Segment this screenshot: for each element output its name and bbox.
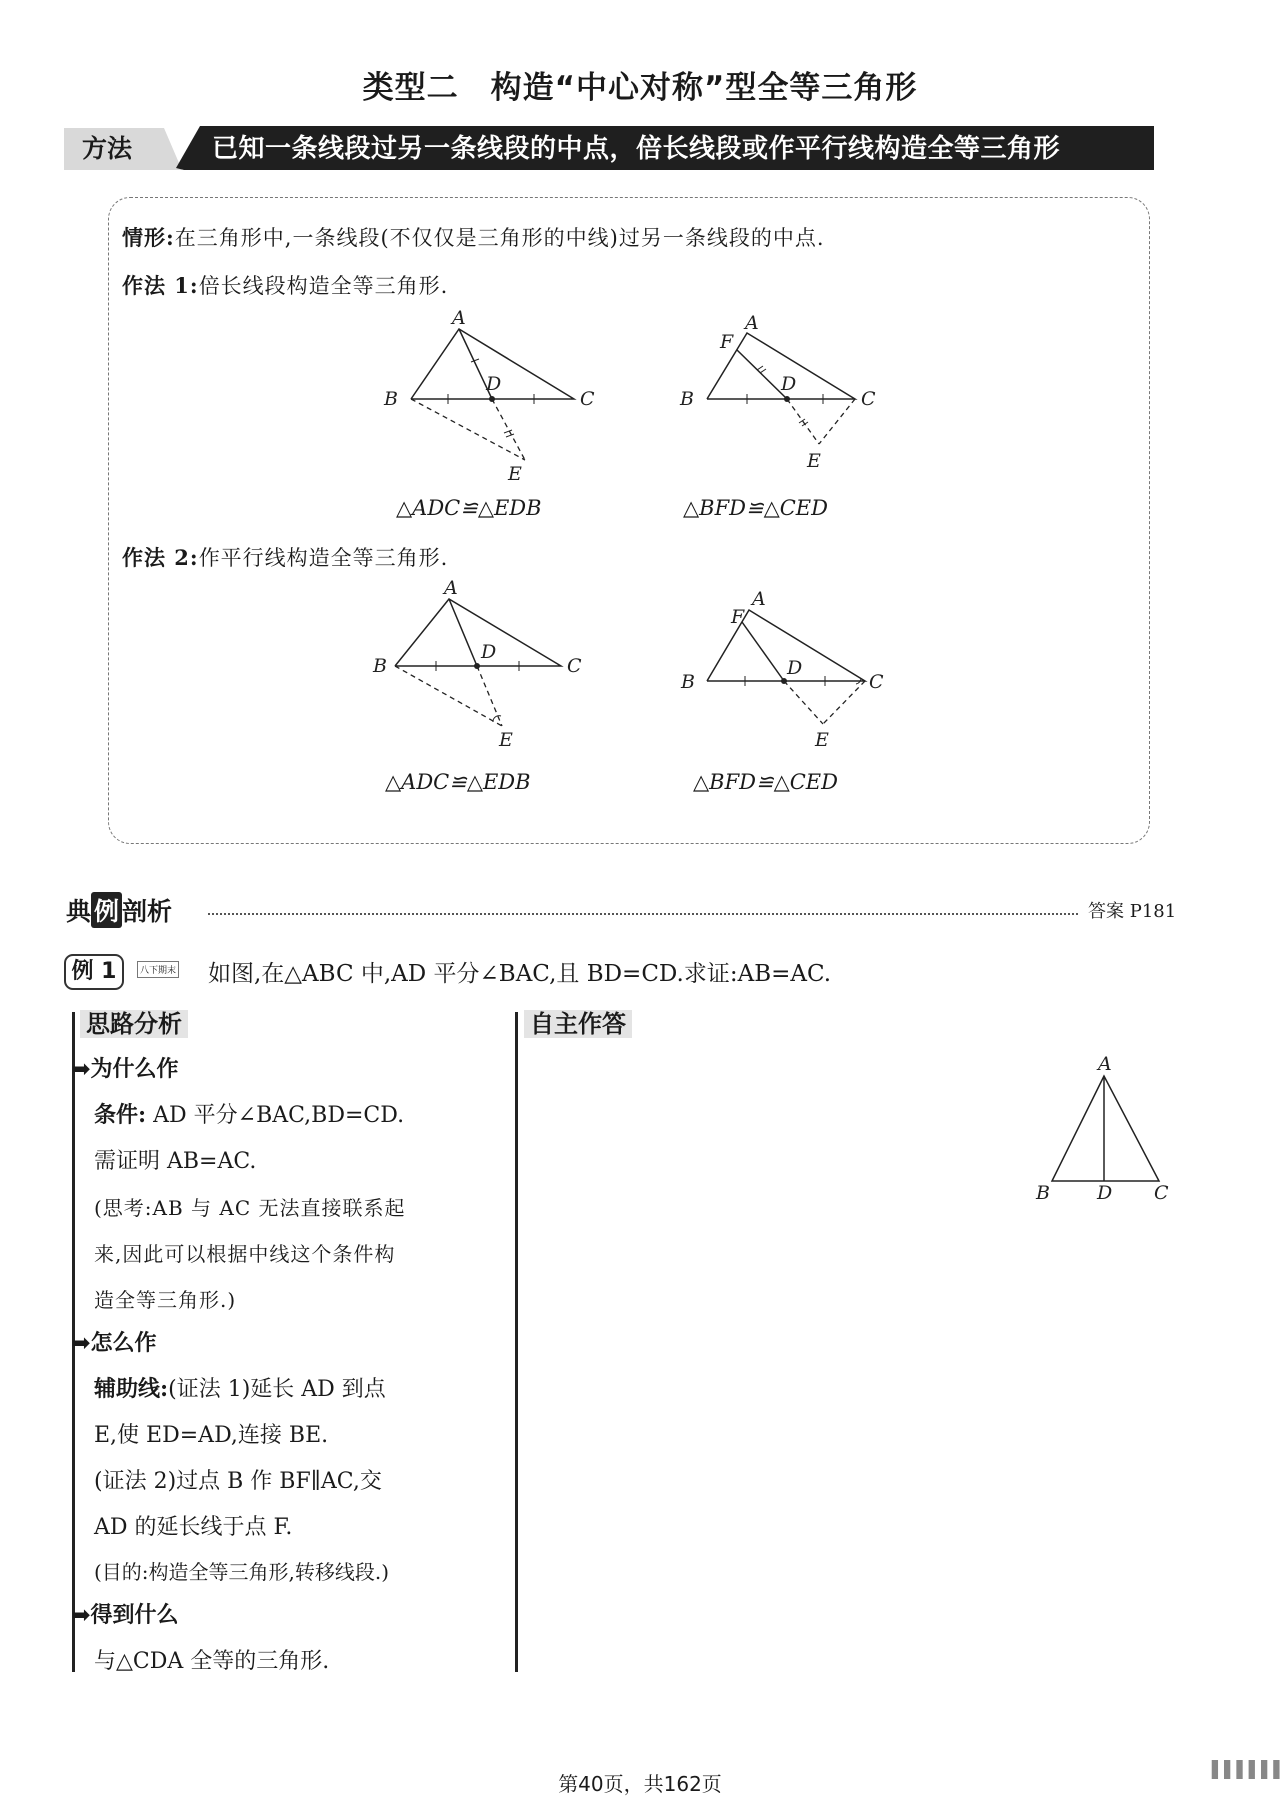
answer-heading-wrap xyxy=(524,1004,632,1039)
point-B-label: B xyxy=(680,388,694,410)
method1-line xyxy=(122,270,448,300)
heading-boxed: 例 xyxy=(91,892,122,928)
problem-statement: 如图,在△ABC 中,AD 平分∠BAC,且 BD=CD.求证:AB=AC. xyxy=(208,961,832,987)
page-number: 第40页，共162页 xyxy=(558,1772,722,1796)
method1-label: 作法 1: xyxy=(122,273,199,298)
method2-label: 作法 2: xyxy=(122,545,199,570)
purpose-line: (目的:构造全等三角形,转移线段.) xyxy=(94,1560,390,1584)
point-D-label: D xyxy=(1097,1182,1113,1204)
point-D-label: D xyxy=(781,373,797,395)
answer-heading: 自主作答 xyxy=(524,1010,632,1038)
page-title: 类型二 构造“中心对称”型全等三角形 xyxy=(362,70,918,106)
aux-line-4: AD 的延长线于点 F. xyxy=(94,1515,293,1540)
point-A-label: A xyxy=(745,312,759,334)
analysis-heading: 思路分析 xyxy=(80,1010,188,1038)
need-prove: 需证明 AB=AC. xyxy=(94,1149,257,1174)
aux-label: 辅助线: xyxy=(94,1376,169,1402)
answer-column-rule xyxy=(515,1012,518,1672)
example-section-heading xyxy=(66,892,172,928)
point-C-label: C xyxy=(869,671,884,693)
point-E-label: E xyxy=(508,463,522,485)
aux-line-1 xyxy=(94,1372,386,1403)
conditions-line xyxy=(94,1098,404,1129)
point-F-label: F xyxy=(720,331,734,353)
aux-line-3: (证法 2)过点 B 作 BF∥AC,交 xyxy=(94,1469,382,1494)
point-A-label: A xyxy=(752,588,766,610)
method-label: 方法 xyxy=(82,134,133,163)
point-C-label: C xyxy=(567,655,582,677)
caption-fig-3: △ADC≌△EDB xyxy=(385,770,531,794)
figure-extend-segment-2 xyxy=(665,310,885,485)
situation-label: 情形: xyxy=(122,225,175,250)
point-C-label: C xyxy=(861,388,876,410)
how-heading-line xyxy=(72,1326,156,1357)
point-A-label: A xyxy=(444,577,458,599)
method2-text: 作平行线构造全等三角形. xyxy=(198,546,449,570)
situation-text: 在三角形中,一条线段(不仅仅是三角形的中线)过另一条线段的中点. xyxy=(174,226,825,250)
point-F-label: F xyxy=(731,606,745,628)
why-heading: 为什么作 xyxy=(90,1057,179,1082)
arrow-right-icon: ➡ xyxy=(72,1331,91,1356)
point-B-label: B xyxy=(373,655,387,677)
get-text: 与△CDA 全等的三角形. xyxy=(94,1649,330,1674)
conditions-label: 条件: xyxy=(94,1102,147,1128)
point-D-label: D xyxy=(481,641,497,663)
point-C-label: C xyxy=(580,388,595,410)
example-badge: 例 1 xyxy=(64,954,124,990)
caption-fig-4: △BFD≌△CED xyxy=(693,770,838,794)
situation-line xyxy=(122,222,825,252)
get-heading: 得到什么 xyxy=(90,1603,179,1628)
point-C-label: C xyxy=(1154,1182,1169,1204)
answer-reference: 答案 P181 xyxy=(1088,901,1177,922)
get-heading-line xyxy=(72,1598,178,1629)
heading-pre: 典 xyxy=(66,897,92,926)
point-B-label: B xyxy=(681,671,695,693)
method2-line xyxy=(122,542,448,572)
corner-bars-icon: ▌▌▌▌▌▌ xyxy=(1212,1760,1286,1779)
conditions-text: AD 平分∠BAC,BD=CD. xyxy=(146,1103,405,1128)
point-A-label: A xyxy=(1098,1053,1112,1075)
think-line-2: 来,因此可以根据中线这个条件构 xyxy=(94,1242,396,1266)
section-divider xyxy=(208,913,1078,915)
point-E-label: E xyxy=(815,729,829,751)
think-line-1: (思考:AB 与 AC 无法直接联系起 xyxy=(94,1196,406,1220)
caption-fig-2: △BFD≌△CED xyxy=(683,496,828,520)
why-heading-line xyxy=(72,1052,178,1083)
source-tag: 八下期末 xyxy=(137,961,179,978)
method1-text: 倍长线段构造全等三角形. xyxy=(198,274,449,298)
point-E-label: E xyxy=(807,450,821,472)
how-heading: 怎么作 xyxy=(90,1331,157,1356)
think-line-3: 造全等三角形.) xyxy=(94,1288,237,1312)
heading-post: 剖析 xyxy=(122,897,173,926)
point-E-label: E xyxy=(499,729,513,751)
point-B-label: B xyxy=(384,388,398,410)
arrow-right-icon: ➡ xyxy=(72,1057,91,1082)
example-triangle-figure xyxy=(1030,1046,1180,1206)
analysis-heading-wrap xyxy=(80,1004,188,1039)
arrow-right-icon: ➡ xyxy=(72,1603,91,1628)
point-D-label: D xyxy=(787,657,803,679)
point-B-label: B xyxy=(1036,1182,1050,1204)
aux-text-1: (证法 1)延长 AD 到点 xyxy=(168,1377,386,1402)
method-text: 已知一条线段过另一条线段的中点，倍长线段或作平行线构造全等三角形 xyxy=(212,134,1061,164)
point-D-label: D xyxy=(486,373,502,395)
caption-fig-1: △ADC≌△EDB xyxy=(396,496,542,520)
aux-line-2: E,使 ED=AD,连接 BE. xyxy=(94,1423,329,1448)
point-A-label: A xyxy=(452,307,466,329)
figure-extend-median-1 xyxy=(370,307,595,485)
figure-parallel-line-2 xyxy=(665,588,895,753)
figure-parallel-line-1 xyxy=(365,577,590,755)
